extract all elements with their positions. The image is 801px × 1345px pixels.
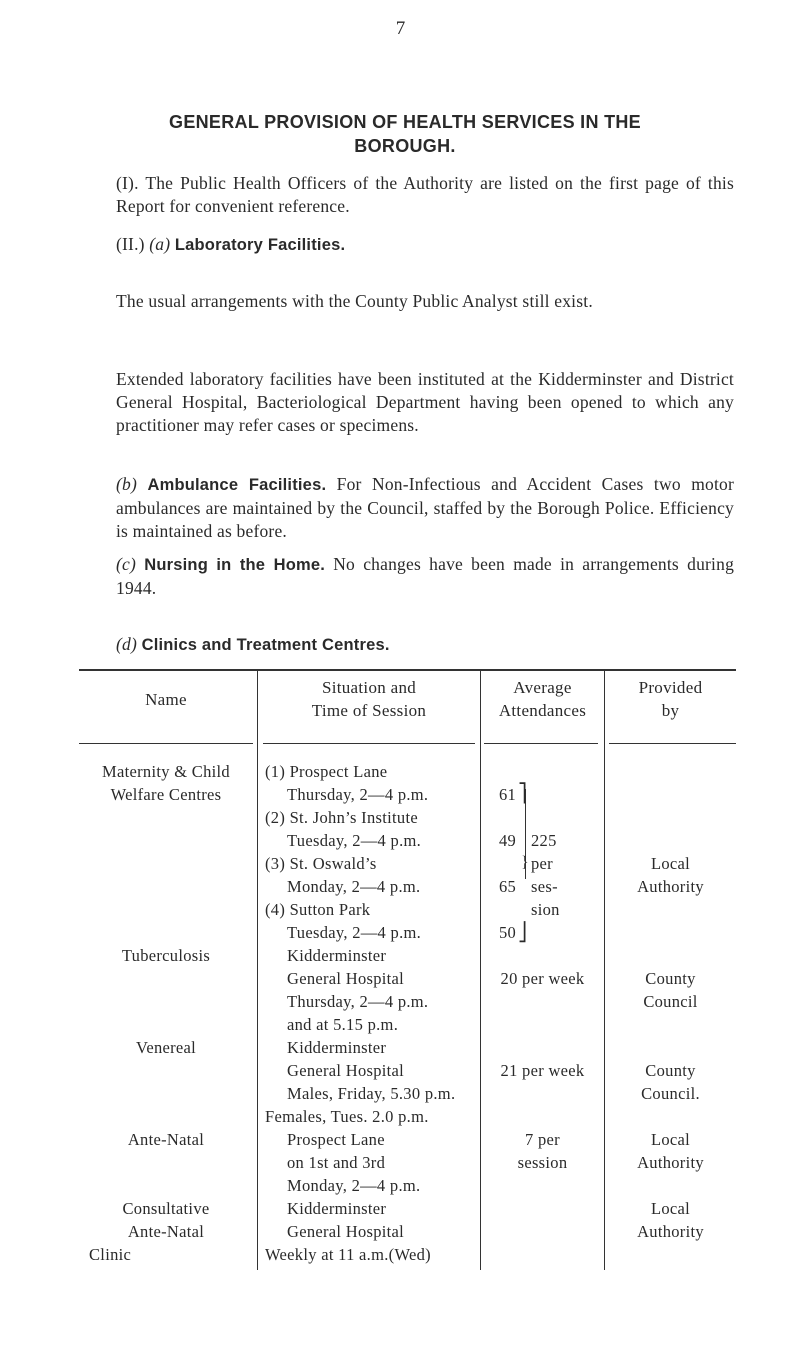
header-rule-attendance bbox=[484, 743, 598, 744]
tuberculosis-situation-1: Kidderminster bbox=[287, 946, 387, 965]
maternity-time-2: Tuesday, 2—4 p.m. bbox=[287, 831, 422, 850]
venereal-situation-1: Kidderminster bbox=[287, 1038, 387, 1057]
header-name: Name bbox=[145, 690, 187, 709]
ambulance-sub: (b) bbox=[116, 474, 138, 494]
tuberculosis-provided-line-1: County bbox=[645, 969, 696, 988]
consultative-situation-3: Weekly at 11 a.m.(Wed) bbox=[265, 1245, 431, 1264]
consultative-situation-2: General Hospital bbox=[287, 1222, 405, 1241]
nursing-paragraph bbox=[77, 553, 734, 600]
consultative-situation-1: Kidderminster bbox=[287, 1199, 387, 1218]
maternity-name-line-1: Maternity & Child bbox=[102, 762, 230, 781]
maternity-time-4: Tuesday, 2—4 p.m. bbox=[287, 923, 422, 942]
title-line-1: GENERAL PROVISION OF HEALTH SERVICES IN THE bbox=[169, 112, 641, 132]
laboratory-text-2: Extended laboratory facilities have been instituted at the Kidderminster and District General Hospital, Bacteriological Department having been opened to which any practitioner may refer cases or specimens. bbox=[116, 369, 734, 435]
bracket-top-icon: ⎤ bbox=[518, 783, 528, 803]
tuberculosis-provided-line-2: Council bbox=[643, 992, 698, 1011]
venereal-provided-line-2: Council. bbox=[641, 1084, 700, 1103]
antenatal-name: Ante-Natal bbox=[127, 1130, 205, 1149]
laboratory-paragraph-2 bbox=[77, 368, 734, 437]
maternity-situation-3: (3) St. Oswald’s bbox=[265, 854, 377, 873]
maternity-attendance-2: 49 bbox=[499, 831, 517, 850]
maternity-attendance-note-4: sion bbox=[531, 900, 560, 919]
header-rule-provided bbox=[609, 743, 736, 744]
venereal-situation-3: Males, Friday, 5.30 p.m. bbox=[287, 1084, 456, 1103]
laboratory-heading: Laboratory Facilities. bbox=[174, 236, 346, 254]
maternity-situation-1: (1) Prospect Lane bbox=[265, 762, 388, 781]
venereal-provided-line-1: County bbox=[645, 1061, 696, 1080]
antenatal-situation-2: on 1st and 3rd bbox=[287, 1153, 386, 1172]
antenatal-attendance-line-2: session bbox=[517, 1153, 568, 1172]
column-divider-2 bbox=[480, 670, 481, 1198]
bracket-bottom-icon: ⎦ bbox=[518, 922, 528, 942]
section-i-text: The Public Health Officers of the Authority are listed on the first page of this Report for convenient reference. bbox=[116, 173, 734, 216]
nursing-text: No changes have been made in arrangements during 1944. bbox=[116, 554, 735, 598]
header-situation-line-1: Situation and bbox=[321, 678, 417, 697]
ambulance-paragraph bbox=[77, 473, 734, 543]
ambulance-text: For Non-Infectious and Accident Cases two motor ambulances are maintained by the Council, staffed by the Borough Police. Efficiency is maintained as before. bbox=[116, 474, 735, 541]
maternity-provided-line-1: Local bbox=[650, 854, 691, 873]
venereal-situation-4: Females, Tues. 2.0 p.m. bbox=[265, 1107, 429, 1126]
antenatal-situation-3: Monday, 2—4 p.m. bbox=[287, 1176, 421, 1195]
antenatal-provided-line-2: Authority bbox=[637, 1153, 704, 1172]
section-ii-sub: (a) bbox=[149, 234, 171, 254]
laboratory-paragraph-1 bbox=[77, 290, 734, 313]
antenatal-attendance-line-1: 7 per bbox=[525, 1130, 560, 1149]
maternity-attendance-3: 65 bbox=[499, 877, 517, 896]
tuberculosis-attendance: 20 per week bbox=[500, 969, 585, 988]
title-line-2: BOROUGH. bbox=[354, 136, 456, 156]
section-i-paragraph bbox=[77, 172, 734, 218]
section-ii-number: (II.) bbox=[116, 234, 145, 254]
column-divider-1-lower bbox=[257, 1198, 258, 1270]
header-attendance-line-2: Attendances bbox=[498, 701, 587, 720]
column-divider-3-lower bbox=[604, 1198, 605, 1270]
header-provided-line-1: Provided bbox=[638, 678, 703, 697]
tuberculosis-situation-4: and at 5.15 p.m. bbox=[287, 1015, 399, 1034]
maternity-attendance-4: 50 bbox=[499, 923, 517, 942]
laboratory-text-1: The usual arrangements with the County Public Analyst still exist. bbox=[116, 291, 593, 311]
venereal-situation-2: General Hospital bbox=[287, 1061, 405, 1080]
ambulance-heading: Ambulance Facilities. bbox=[147, 476, 327, 494]
antenatal-provided-line-1: Local bbox=[650, 1130, 691, 1149]
column-divider-1 bbox=[257, 670, 258, 1198]
clinics-sub: (d) bbox=[116, 634, 138, 654]
venereal-attendance: 21 per week bbox=[500, 1061, 585, 1080]
header-rule-name bbox=[79, 743, 253, 744]
page-number: 7 bbox=[395, 18, 406, 39]
header-situation-line-2: Time of Session bbox=[311, 701, 427, 720]
nursing-sub: (c) bbox=[116, 554, 137, 574]
tuberculosis-name: Tuberculosis bbox=[121, 946, 211, 965]
consultative-name-line-2: Ante-Natal bbox=[127, 1222, 205, 1241]
maternity-provided-line-2: Authority bbox=[637, 877, 704, 896]
maternity-situation-2: (2) St. John’s Institute bbox=[265, 808, 418, 827]
maternity-time-1: Thursday, 2—4 p.m. bbox=[287, 785, 429, 804]
consultative-provided-line-2: Authority bbox=[637, 1222, 704, 1241]
maternity-attendance-note-2: per bbox=[531, 854, 553, 873]
nursing-heading: Nursing in the Home. bbox=[144, 556, 326, 574]
venereal-name: Venereal bbox=[135, 1038, 197, 1057]
maternity-attendance-note-3: ses- bbox=[531, 877, 558, 896]
table-top-rule bbox=[79, 669, 736, 671]
antenatal-situation-1: Prospect Lane bbox=[287, 1130, 385, 1149]
consultative-name-line-1: Consultative bbox=[122, 1199, 210, 1218]
page-title bbox=[80, 110, 730, 158]
tuberculosis-situation-3: Thursday, 2—4 p.m. bbox=[287, 992, 429, 1011]
maternity-attendance-note-1: 225 bbox=[531, 831, 557, 850]
maternity-time-3: Monday, 2—4 p.m. bbox=[287, 877, 421, 896]
column-divider-3 bbox=[604, 670, 605, 1198]
column-divider-2-lower bbox=[480, 1198, 481, 1270]
bracket-middle-icon: } bbox=[521, 854, 529, 871]
clinics-heading: Clinics and Treatment Centres. bbox=[141, 636, 390, 654]
header-provided-line-2: by bbox=[661, 701, 680, 720]
section-ii-heading bbox=[77, 233, 734, 257]
tuberculosis-situation-2: General Hospital bbox=[287, 969, 405, 988]
consultative-provided-line-1: Local bbox=[650, 1199, 691, 1218]
clinics-heading-paragraph bbox=[77, 633, 734, 657]
maternity-situation-4: (4) Sutton Park bbox=[265, 900, 371, 919]
section-i-number: (I). bbox=[116, 173, 139, 193]
header-attendance-line-1: Average bbox=[513, 678, 572, 697]
header-rule-situation bbox=[263, 743, 475, 744]
maternity-attendance-1: 61 bbox=[499, 785, 517, 804]
consultative-name-line-3: Clinic bbox=[89, 1245, 132, 1264]
maternity-name-line-2: Welfare Centres bbox=[110, 785, 222, 804]
